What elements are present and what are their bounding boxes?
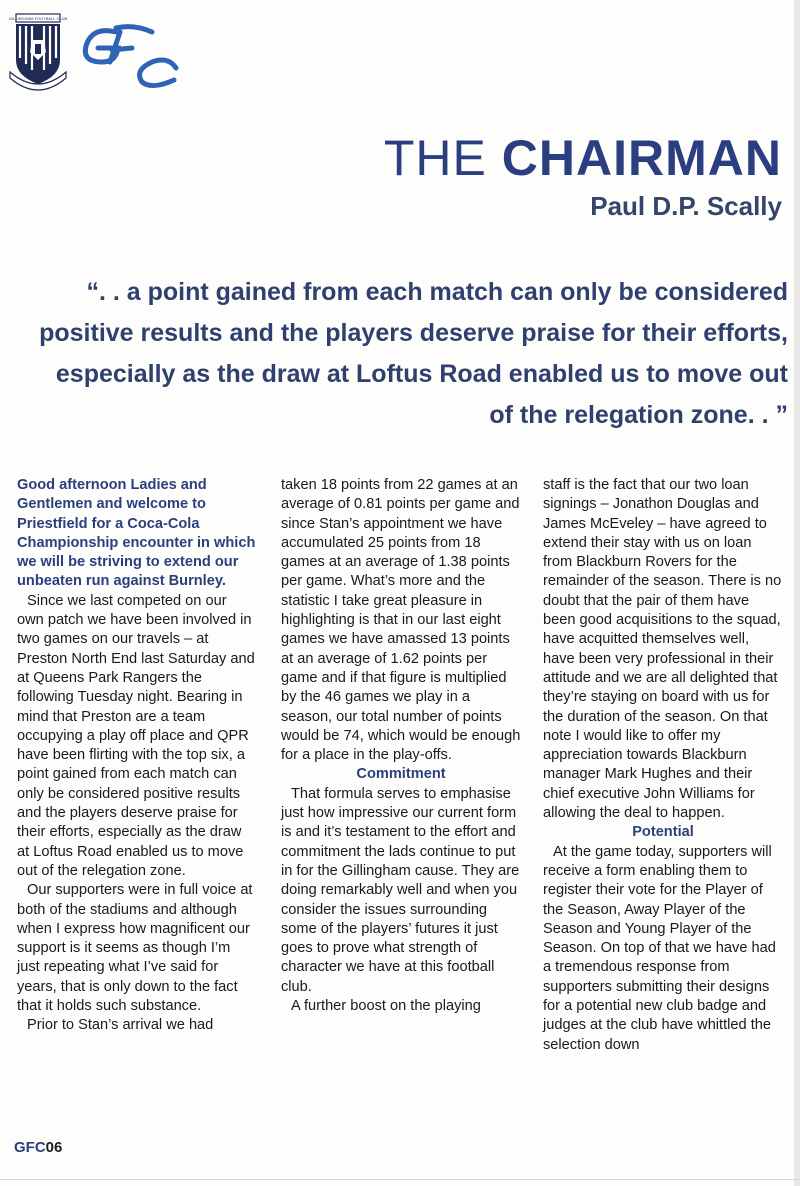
crest-text: GILLINGHAM FOOTBALL CLUB <box>8 16 68 21</box>
body-paragraph: staff is the fact that our two loan signings – Jonathon Douglas and James McEveley – have agreed to extend their stay with us on loan from Blackburn Rovers for the remainder of the season. There is no doubt that the pair of them have been good acquisitions to the squad, have acquitted themselves well, have been very professional in their attitude and we are all delighted that they’re staying on board with us for the duration of the season. On that note I would like to offer my appreciation towards Blackburn manager Mark Hughes and their chief executive John Williams for allowing the deal to happen. <box>543 477 782 822</box>
section-heading-potential: Potential <box>632 824 694 841</box>
body-paragraph: At the game today, supporters will receive a form enabling them to register their vote for the Player of the Season, Away Player of the Season and Young Player of the Season. On top of that we have had a tremendous response from supporters submitting their designs for a potential new club badge and judges at the club have whittled the selection down <box>543 843 776 1053</box>
footer-divider <box>0 1179 800 1180</box>
body-paragraph: A further boost on the playing <box>291 998 481 1015</box>
page-edge <box>794 0 800 1186</box>
article-column-1 <box>17 476 257 1036</box>
title-prefix: THE <box>383 130 487 186</box>
body-paragraph: That formula serves to emphasise just how impressive our current form is and it’s testament to the effort and commitment the lads continue to put in for the Gillingham cause. They are doing remarkably well and when you consider the issues surrounding some of the players’ futures it just goes to prove what strength of character we have at this football club. <box>281 785 520 995</box>
page-footer <box>14 1139 62 1156</box>
gillingham-crest-icon <box>8 12 68 92</box>
body-paragraph: taken 18 points from 22 games at an average of 0.81 points per game and since Stan’s appointment we have accumulated 25 points from 18 games at an average of 1.38 points per game. What’s more and the statistic I take great pleasure in highlighting is that in our last eight games we have amassed 13 points at an average of 1.62 points per game and if that figure is multiplied by the 46 games we play in a season, our total number of points would be 74, which would be enough for a place in the play-offs. <box>281 477 521 764</box>
article-column-3 <box>543 476 783 1055</box>
article-title <box>262 128 782 188</box>
title-main-word: CHAIRMAN <box>501 130 782 186</box>
gfc-monogram-icon <box>76 18 184 90</box>
body-paragraph: Prior to Stan’s arrival we had <box>27 1017 214 1034</box>
article-column-2 <box>281 476 521 1016</box>
section-heading-commitment: Commitment <box>356 766 446 783</box>
body-paragraph: Since we last competed on our own patch we have been involved in two games on our travels – at Preston North End last Saturday and at Queens Park Rangers the following Tuesday night. Bearing in mind that Preston are a team occupying a play off place and QPR have been flirting with the top six, a point gained from each match can only be considered positive results and the players deserve praise for their efforts, especially as the draw at Loftus Road enabled us to move out of the relegation zone. <box>17 592 255 879</box>
intro-paragraph: Good afternoon Ladies and Gentlemen and welcome to Priestfield for a Coca-Cola Championship encounter in which we will be striving to extend our unbeaten run against Burnley. <box>17 477 256 590</box>
footer-label: GFC <box>14 1139 46 1156</box>
page-number: 06 <box>45 1139 63 1156</box>
author-byline: Paul D.P. Scally <box>590 191 782 221</box>
article-title-block <box>262 128 782 222</box>
body-paragraph: Our supporters were in full voice at both of the stadiums and although when I express how magnificent our support is it seems as though I’m just repeating what I’ve said for years, that is only down to the fact that it holds such substance. <box>17 882 253 1015</box>
pull-quote: “. . a point gained from each match can only be considered positive results and the players deserve praise for their efforts, especially as the draw at Loftus Road enabled us to move out of the relegation zone. . ” <box>39 278 788 429</box>
